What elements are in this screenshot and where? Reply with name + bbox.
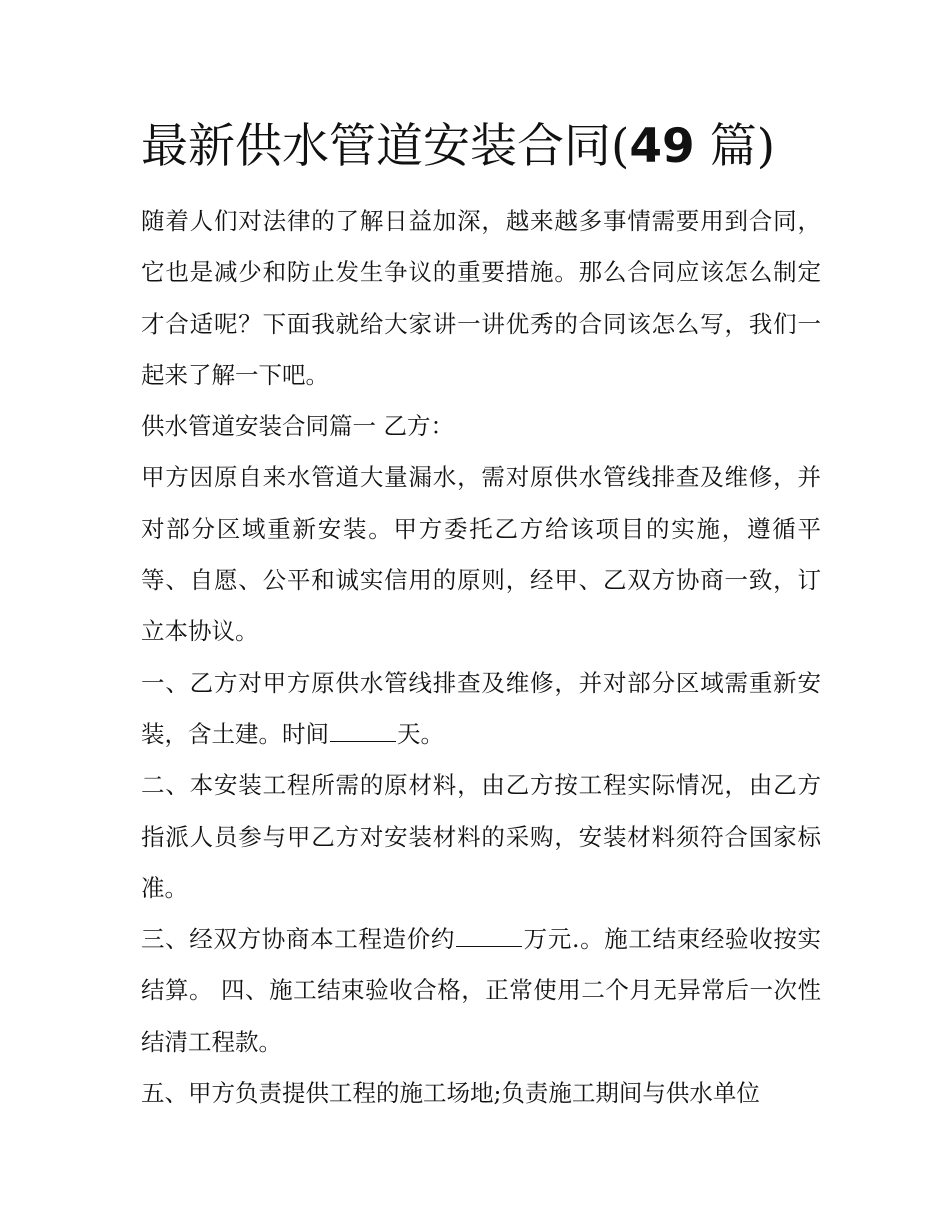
title-suffix: 篇) [694,119,776,174]
clause-1 [141,658,821,761]
clause-3-prefix: 三、经双方协商本工程造价约 [141,925,456,954]
title-text: 最新供水管道安装合同( [141,119,630,174]
clause-3 [141,914,821,1068]
document-body [141,196,821,1119]
blank-days [330,723,396,742]
clause-3-suffix: 万元.。施工结束经验收按实结算。 四、施工结束验收合格，正常使用二个月无异常后一次性结清工程款。 [141,925,821,1056]
title-number: 49 [629,119,695,174]
preamble-paragraph: 甲方因原自来水管道大量漏水，需对原供水管线排查及维修，并对部分区域重新安装。甲方委托乙方给该项目的实施，遵循平等、自愿、公平和诚实信用的原则，经甲、乙双方协商一致，订立本协议。 [141,463,821,646]
intro-paragraph: 随着人们对法律的了解日益加深，越来越多事情需要用到合同，它也是减少和防止发生争议的重要措施。那么合同应该怎么制定才合适呢？下面我就给大家讲一讲优秀的合同该怎么写，我们一起来了解一下吧。 [141,207,821,389]
section-heading: 供水管道安装合同篇一 乙方： [141,412,454,441]
clause-2: 二、本安装工程所需的原材料，由乙方按工程实际情况，由乙方指派人员参与甲乙方对安装材料的采购，安装材料须符合国家标准。 [141,771,821,902]
blank-amount [456,928,522,947]
clause-5: 五、甲方负责提供工程的施工场地;负责施工期间与供水单位 [141,1079,760,1108]
clause-1-prefix: 一、乙方对甲方原供水管线排查及维修，并对部分区域需重新安装，含土建。时间 [141,668,821,748]
document-title [141,112,861,182]
clause-1-suffix: 天。 [397,719,444,748]
